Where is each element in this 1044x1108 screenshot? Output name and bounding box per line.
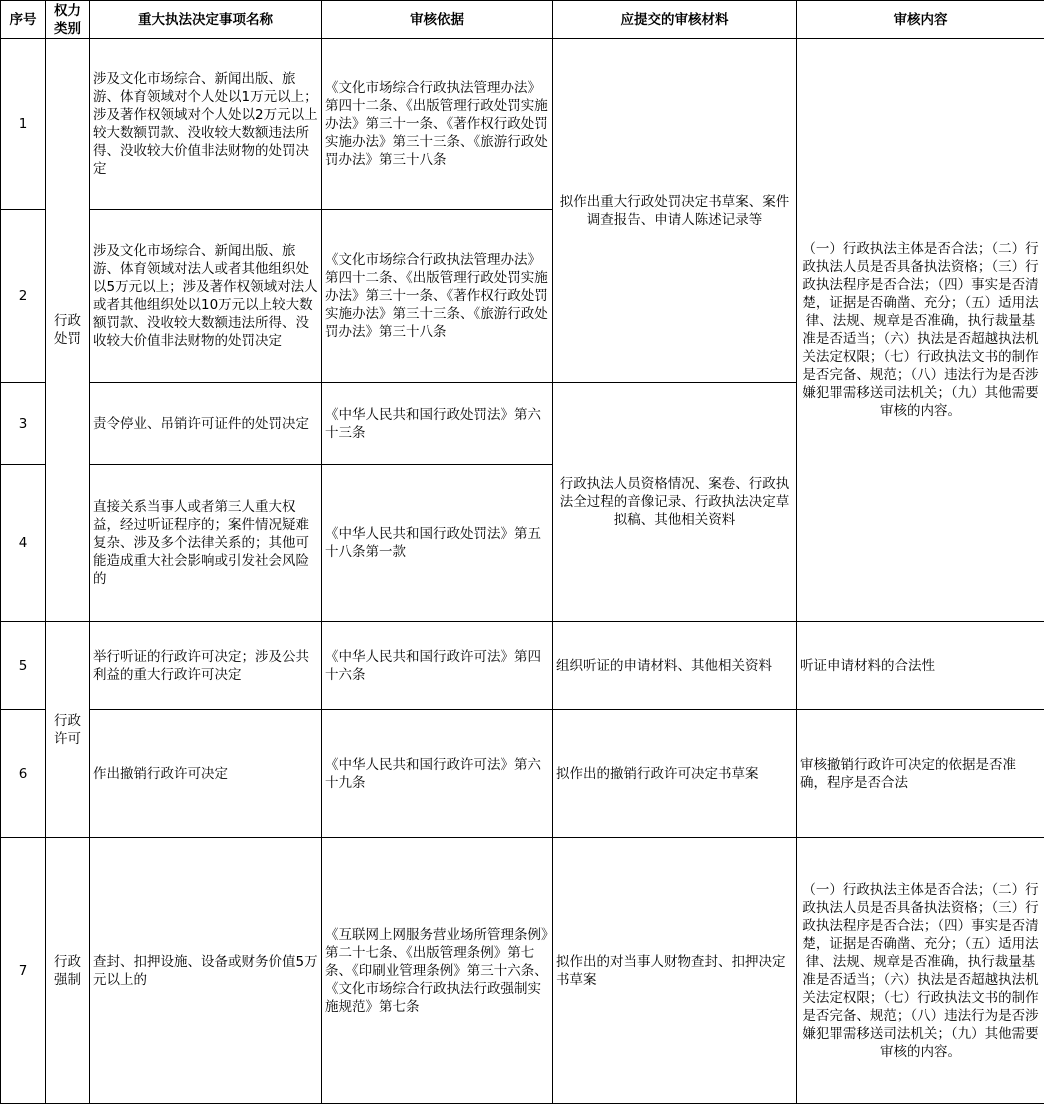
header-review-basis: 审核依据 [322,1,553,39]
category-coercion: 行政强制 [46,838,90,1104]
row-item-name: 直接关系当事人或者第三人重大权益，经过听证程序的；案件情况疑难复杂、涉及多个法律关系的；其他可能造成重大社会影响或引发社会风险的 [90,465,322,622]
row-item-name: 作出撤销行政许可决定 [90,710,322,838]
row-review-content: 审核撤销行政许可决定的依据是否准确，程序是否合法 [797,710,1044,838]
row-review-basis: 《中华人民共和国行政许可法》第六十九条 [322,710,553,838]
row-item-name: 涉及文化市场综合、新闻出版、旅游、体育领域对个人处以1万元以上；涉及著作权领域对个人处以2万元以上较大数额罚款、没收较大数额违法所得、没收较大价值非法财物的处罚决定 [90,39,322,210]
materials-rows-3-4: 行政执法人员资格情况、案卷、行政执法全过程的音像记录、行政执法决定草拟稿、其他相关资料 [553,383,797,622]
header-review-content: 审核内容 [797,1,1044,39]
category-penalty: 行政处罚 [46,39,90,622]
materials-rows-1-2: 拟作出重大行政处罚决定书草案、案件调查报告、申请人陈述记录等 [553,39,797,383]
row-seq: 7 [1,838,46,1104]
row-seq: 3 [1,383,46,465]
table-row [1,838,1044,1104]
row-review-basis: 《互联网上网服务营业场所管理条例》第二十七条、《出版管理条例》第七条、《印刷业管理条例》第三十六条、《文化市场综合行政执法行政强制实施规范》第七条 [322,838,553,1104]
row-review-basis: 《中华人民共和国行政许可法》第四十六条 [322,622,553,710]
header-seq: 序号 [1,1,46,39]
row-seq: 4 [1,465,46,622]
row-materials: 拟作出的撤销行政许可决定书草案 [553,710,797,838]
row-seq: 2 [1,210,46,383]
review-standard-penalty: （一）行政执法主体是否合法；（二）行政执法人员是否具备执法资格；（三）行政执法程序是否合法；（四）事实是否清楚，证据是否确凿、充分；（五）适用法律、法规、规章是否准确，执行裁量基准是否适当；（六）执法是否超越执法机关法定权限；（七）行政执法文书的制作是否完备、规范；（八）违法行为是否涉嫌犯罪需移送司法机关；（九）其他需要审核的内容。 [797,39,1044,622]
row-seq: 1 [1,39,46,210]
row-review-content: 听证申请材料的合法性 [797,622,1044,710]
row-item-name: 责令停业、吊销许可证件的处罚决定 [90,383,322,465]
category-license: 行政许可 [46,622,90,838]
row-review-basis: 《文化市场综合行政执法管理办法》第四十二条、《出版管理行政处罚实施办法》第三十一条、《著作权行政处罚实施办法》第三十三条、《旅游行政处罚办法》第三十八条 [322,39,553,210]
row-materials: 拟作出的对当事人财物查封、扣押决定书草案 [553,838,797,1104]
row-review-basis: 《中华人民共和国行政处罚法》第六十三条 [322,383,553,465]
row-item-name: 查封、扣押设施、设备或财务价值5万元以上的 [90,838,322,1104]
row-seq: 5 [1,622,46,710]
header-row [1,1,1044,39]
table-row [1,710,1044,838]
row-item-name: 举行听证的行政许可决定；涉及公共利益的重大行政许可决定 [90,622,322,710]
review-standard-coercion: （一）行政执法主体是否合法；（二）行政执法人员是否具备执法资格；（三）行政执法程序是否合法；（四）事实是否清楚，证据是否确凿、充分；（五）适用法律、法规、规章是否准确，执行裁量基准是否适当；（六）执法是否超越执法机关法定权限；（七）行政执法文书的制作是否完备、规范；（八）违法行为是否涉嫌犯罪需移送司法机关；（九）其他需要审核的内容。 [797,838,1044,1104]
header-item-name: 重大执法决定事项名称 [90,1,322,39]
table-row [1,622,1044,710]
row-review-basis: 《中华人民共和国行政处罚法》第五十八条第一款 [322,465,553,622]
row-item-name: 涉及文化市场综合、新闻出版、旅游、体育领域对法人或者其他组织处以5万元以上；涉及著作权领域对法人或者其他组织处以10万元以上较大数额罚款、没收较大数额违法所得、没收较大价值非法财物的处罚决定 [90,210,322,383]
table-row [1,39,1044,210]
row-seq: 6 [1,710,46,838]
header-power-category: 权力类别 [46,1,90,39]
row-materials: 组织听证的申请材料、其他相关资料 [553,622,797,710]
row-review-basis: 《文化市场综合行政执法管理办法》第四十二条、《出版管理行政处罚实施办法》第三十一条、《著作权行政处罚实施办法》第三十三条、《旅游行政处罚办法》第三十八条 [322,210,553,383]
header-materials: 应提交的审核材料 [553,1,797,39]
